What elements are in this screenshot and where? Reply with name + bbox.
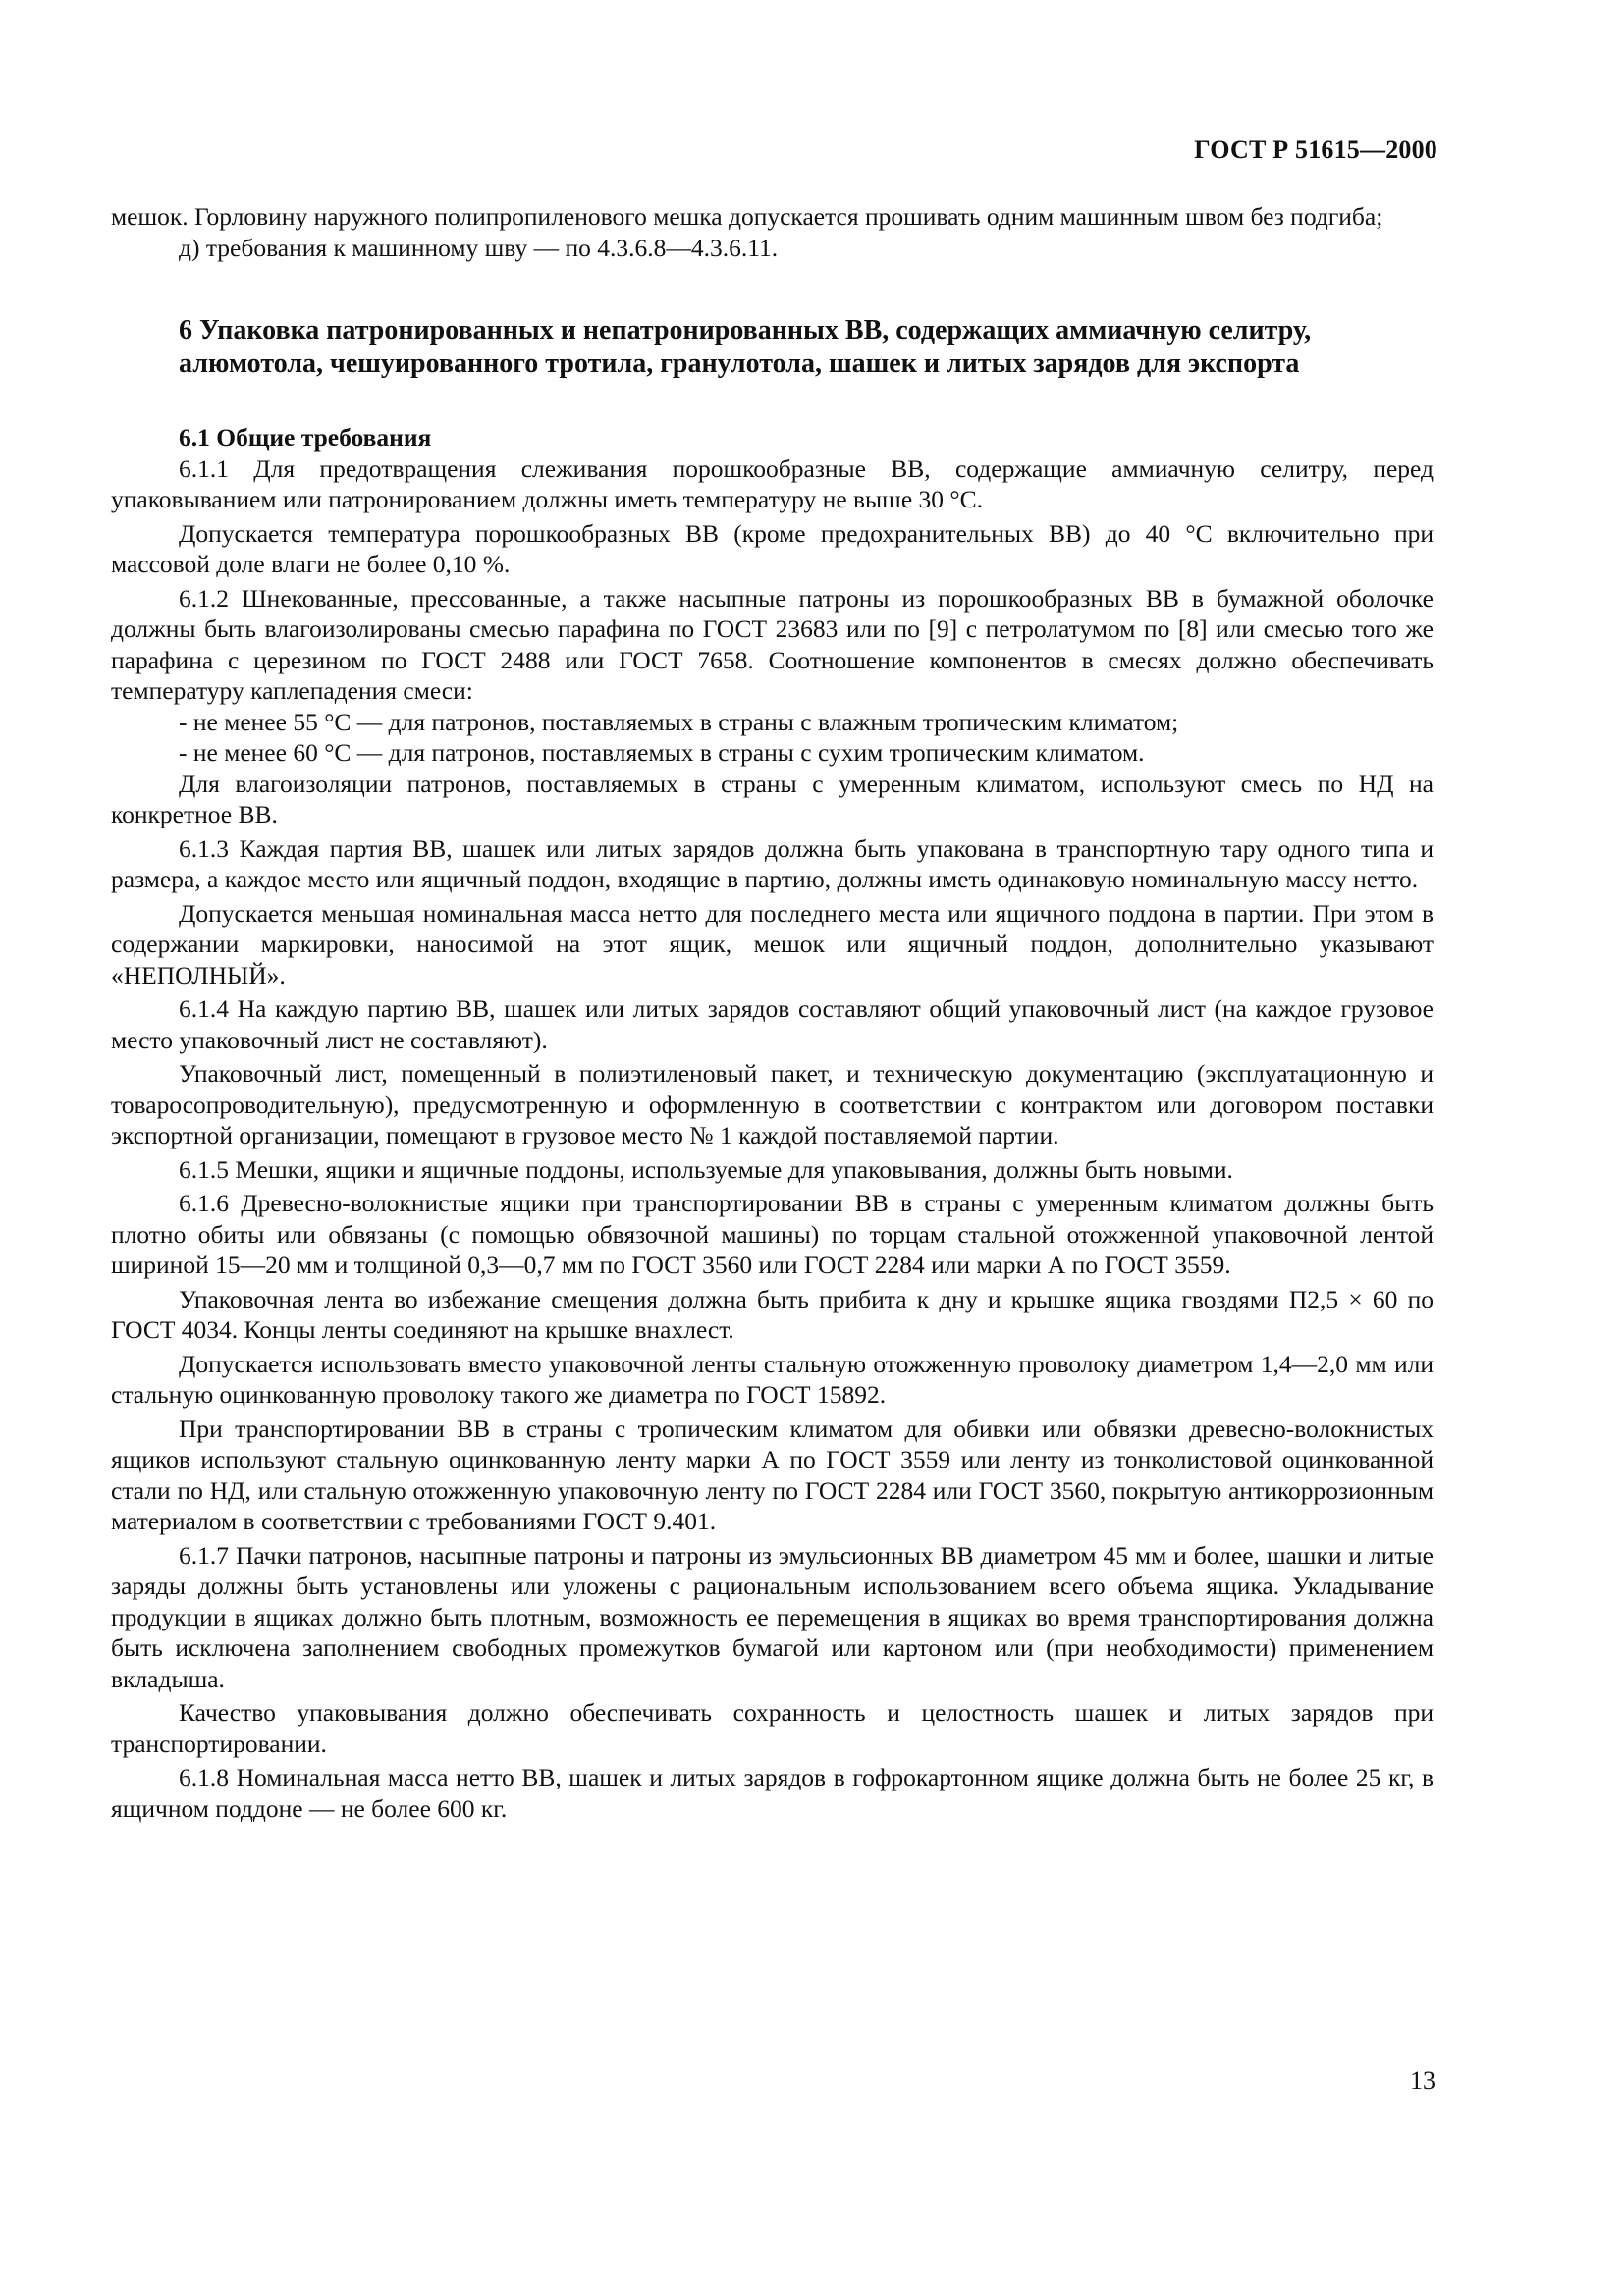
paragraph-6-1-4: 6.1.4 На каждую партию ВВ, шашек или литых зарядов составляют общий упаковочный лист (на каждое грузовое место упаковочный лист не составляют). [111,994,1434,1054]
paragraph: Качество упаковывания должно обеспечивать сохранность и целостность шашек и литых зарядов при транспортировании. [111,1698,1434,1758]
paragraph-6-1-7: 6.1.7 Пачки патронов, насыпные патроны и патроны из эмульсионных ВВ диаметром 45 мм и более, шашки и литые заряды должны быть установлены или уложены с рациональным использованием всего объема ящика. Укладывание продукции в ящиках должно быть плотным, возможность ее перемещения в ящиках во время транспортирования должна быть исключена заполнением свободных промежутков бумагой или картоном или (при необходимости) применением вкладыша. [111,1540,1434,1693]
paragraph: Допускается использовать вместо упаковочной ленты стальную отожженную проволоку диаметром 1,4—2,0 мм или стальную оцинкованную проволоку такого же диаметра по ГОСТ 15892. [111,1349,1434,1409]
section-title: 6 Упаковка патронированных и непатронированных ВВ, содержащих аммиачную селитру, алюмотола, чешуированного тротила, гранулотола, шашек и литых зарядов для экспорта [179,315,1312,379]
paragraph-6-1-2: 6.1.2 Шнекованные, прессованные, а также насыпные патроны из порошкообразных ВВ в бумажной оболочке должны быть влагоизолированы смесью парафина по ГОСТ 23683 или по [9] с петролатумом по [8] или смесью того же парафина с церезином по ГОСТ 2488 или ГОСТ 7658. Соотношение компонентов в смесях должно обеспечивать температуру каплепадения смеси: [111,583,1434,705]
paragraph-continuation: мешок. Горловину наружного полипропиленового мешка допускается прошивать одним машинным швом без подгиба; [111,202,1383,231]
paragraph-6-1-5: 6.1.5 Мешки, ящики и ящичные поддоны, используемые для упаковывания, должны быть новыми. [179,1154,1233,1184]
document-body [111,201,1434,1824]
paragraph-item-d: д) требования к машинному шву — по 4.3.6.8—4.3.6.11. [179,233,779,262]
paragraph: Упаковочная лента во избежание смещения должна быть прибита к дну и крышке ящика гвоздями П2,5 × 60 по ГОСТ 4034. Концы ленты соединяют на крышке внахлест. [111,1284,1434,1344]
paragraph-6-1-8: 6.1.8 Номинальная масса нетто ВВ, шашек и литых зарядов в гофрокартонном ящике должна быть не более 25 кг, в ящичном поддоне — не более 600 кг. [111,1763,1434,1823]
page-number: 13 [1410,2066,1435,2095]
document-standard-header: ГОСТ Р 51615—2000 [1194,135,1437,164]
paragraph-6-1-3: 6.1.3 Каждая партия ВВ, шашек или литых зарядов должна быть упакована в транспортную тару одного типа и размера, а каждое место или ящичный поддон, входящие в партию, должны иметь одинаковую номинальную массу нетто. [111,833,1434,893]
subsection-title: 6.1 Общие требования [179,423,432,452]
paragraph: Упаковочный лист, помещенный в полиэтиленовый пакет, и техническую документацию (эксплуатационную и товаросопроводительную), предусмотренную и оформленную в соответствии с контрактом или договором поставки экспортной организации, помещают в грузовое место № 1 каждой поставляемой партии. [111,1059,1434,1149]
paragraph: При транспортировании ВВ в страны с тропическим климатом для обивки или обвязки древесно-волокнистых ящиков используют стальную оцинкованную ленту марки А по ГОСТ 3559 или ленту из тонколистовой оцинкованной стали по НД, или стальную отожженную упаковочную ленту по ГОСТ 2284 или ГОСТ 3560, покрытую антикоррозионным материалом в соответствии с требованиями ГОСТ 9.401. [111,1414,1434,1535]
list-item: - не менее 55 °С — для патронов, поставляемых в страны с влажным тропическим климатом; [179,707,1179,736]
paragraph: Для влагоизоляции патронов, поставляемых в страны с умеренным климатом, используют смесь по НД на конкретное ВВ. [111,769,1434,828]
paragraph: Допускается температура порошкообразных ВВ (кроме предохранительных ВВ) до 40 °С включительно при массовой доле влаги не более 0,10 %. [111,518,1434,578]
list-item: - не менее 60 °С — для патронов, поставляемых в страны с сухим тропическим климатом. [179,738,1145,767]
paragraph: Допускается меньшая номинальная масса нетто для последнего места или ящичного поддона в партии. При этом в содержании маркировки, наносимой на этот ящик, мешок или ящичный поддон, дополнительно указывают «НЕПОЛНЫЙ». [111,898,1434,989]
paragraph-6-1-1: 6.1.1 Для предотвращения слеживания порошкообразные ВВ, содержащие аммиачную селитру, перед упаковыванием или патронированием должны иметь температуру не выше 30 °С. [111,454,1434,513]
paragraph-6-1-6: 6.1.6 Древесно-волокнистые ящики при транспортировании ВВ в страны с умеренным климатом должны быть плотно обиты или обвязаны (с помощью обвязочной машины) по торцам стальной отожженной упаковочной лентой шириной 15—20 мм и толщиной 0,3—0,7 мм по ГОСТ 3560 или ГОСТ 2284 или марки А по ГОСТ 3559. [111,1189,1434,1279]
